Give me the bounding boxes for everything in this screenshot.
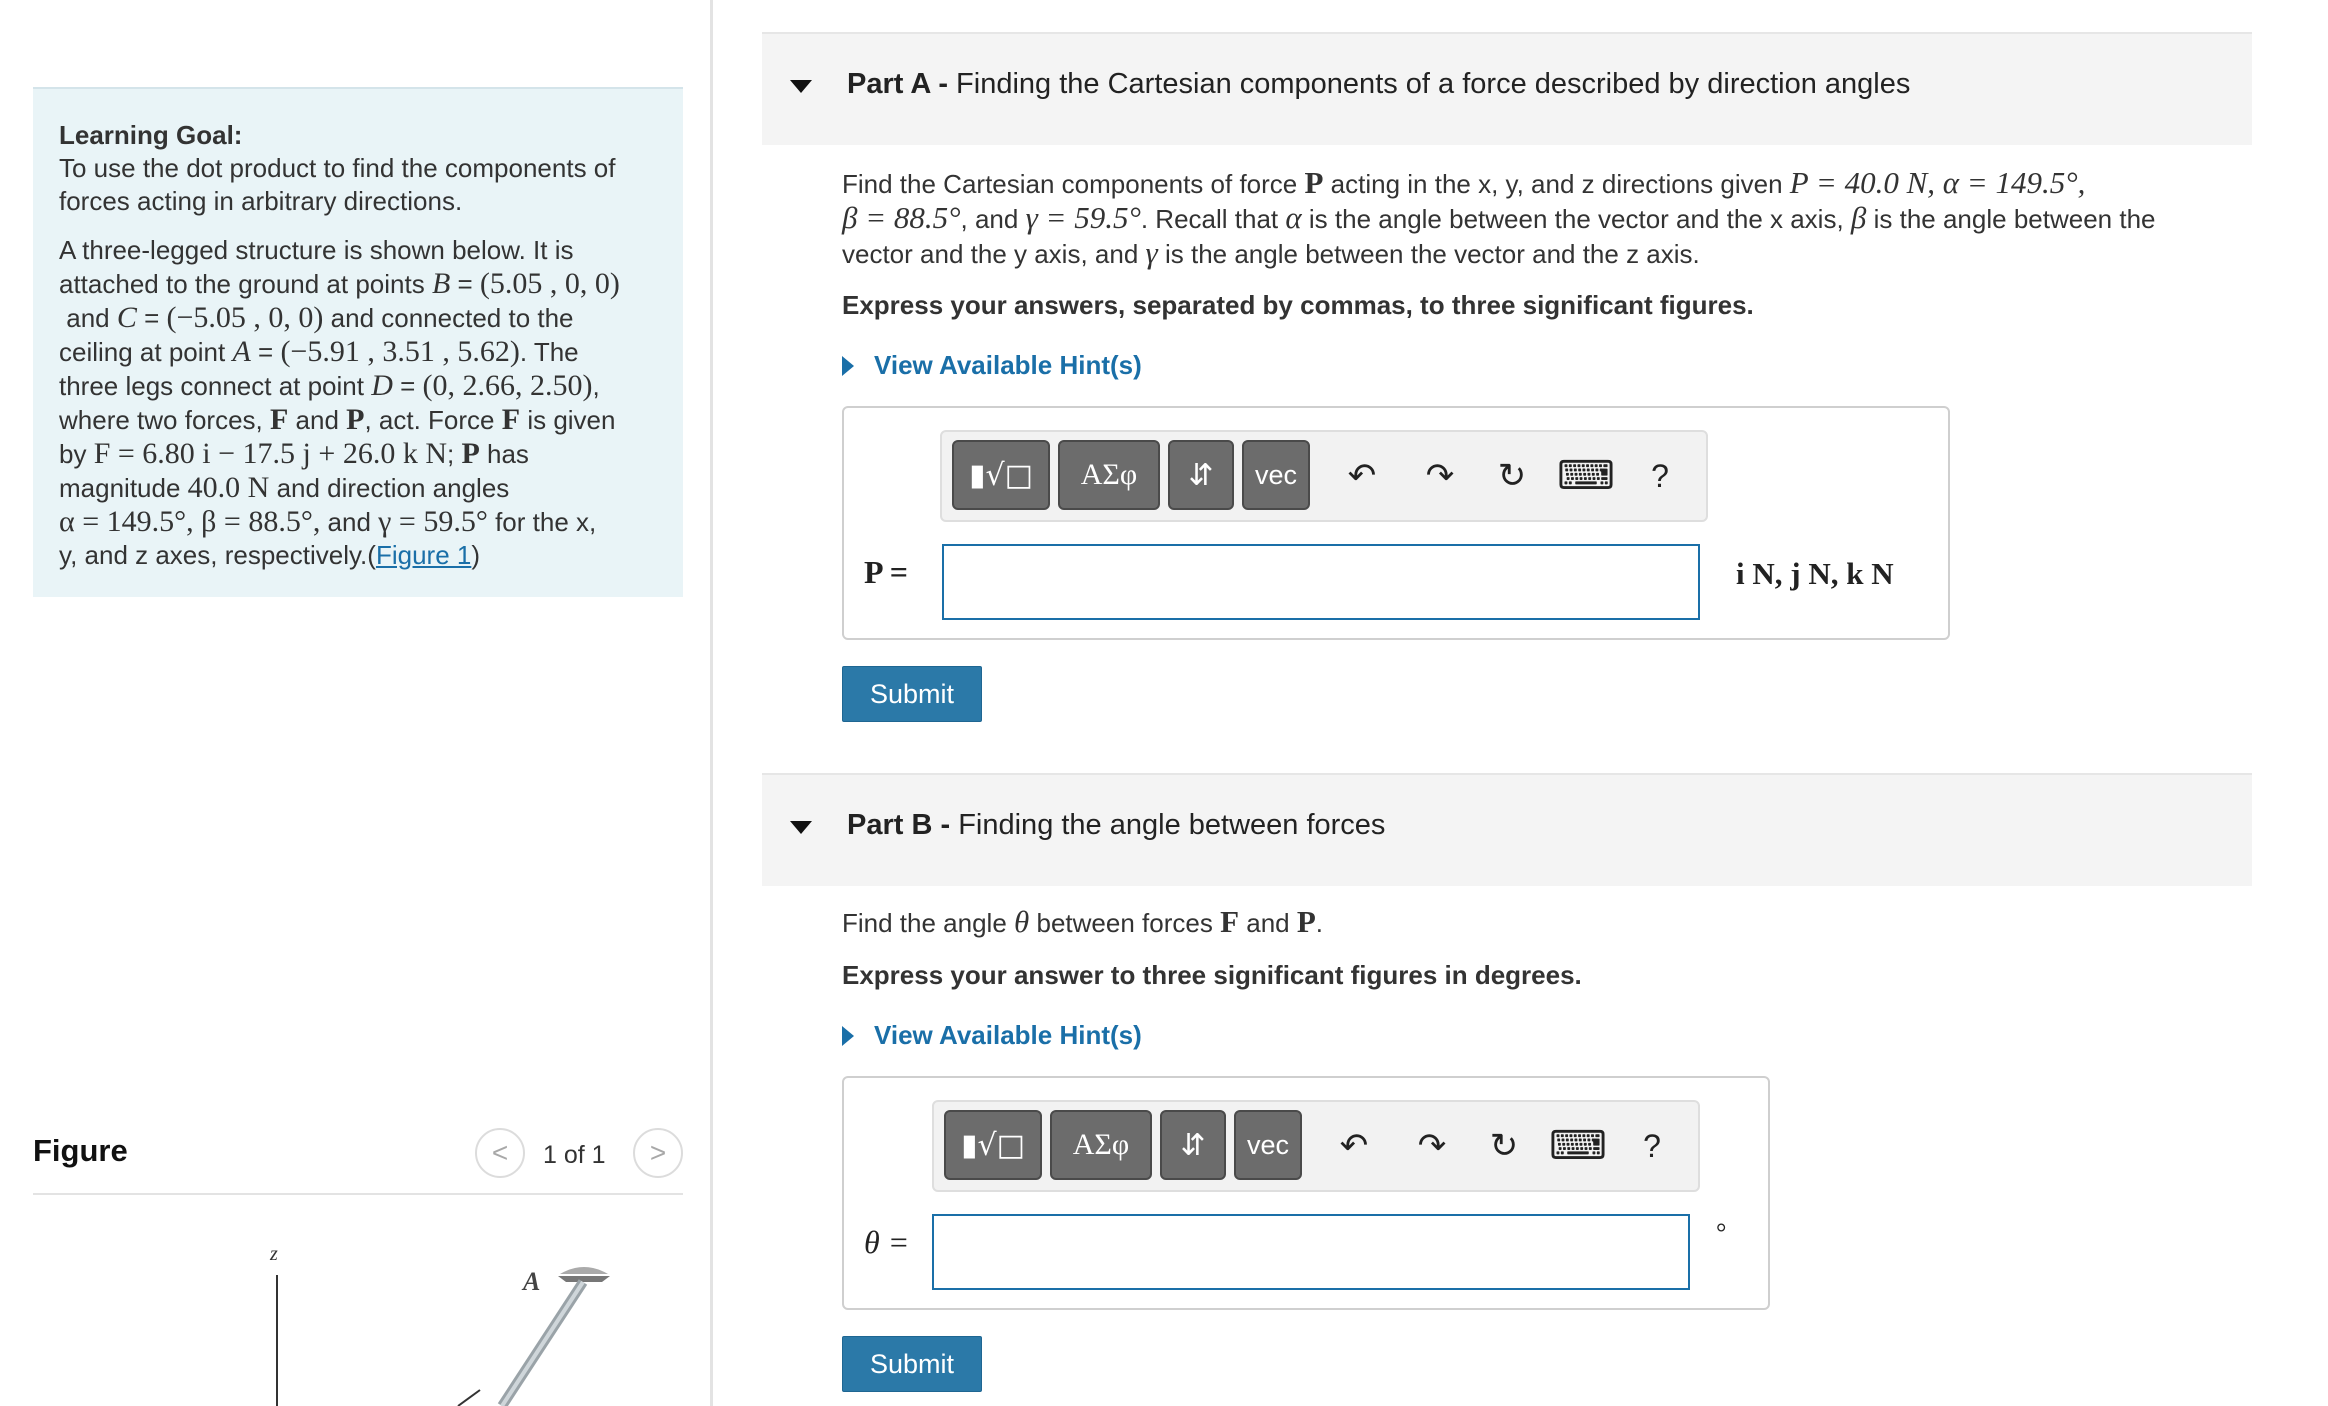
figure-counter: 1 of 1	[543, 1141, 606, 1169]
keyboard-icon[interactable]: ⌨	[1549, 1124, 1607, 1168]
chevron-left-icon: <	[491, 1137, 509, 1168]
part-a-instructions: Express your answers, separated by commas, to three significant figures.	[842, 290, 1754, 320]
part-b-units-degree: °	[1716, 1218, 1727, 1247]
part-a-units: i N, j N, k N	[1736, 556, 1894, 591]
learning-goal-title: Learning Goal:	[59, 120, 243, 150]
reset-icon[interactable]: ↻	[1497, 457, 1527, 495]
collapse-caret-icon[interactable]	[790, 80, 812, 93]
part-b-hint-link[interactable]: View Available Hint(s)	[842, 1020, 1142, 1051]
figure-title: Figure	[33, 1133, 128, 1168]
keyboard-icon[interactable]: ⌨	[1557, 454, 1615, 498]
templates-button[interactable]: ▮√□	[944, 1110, 1042, 1180]
next-figure-button[interactable]	[633, 1128, 683, 1178]
hint-arrow-icon	[842, 1026, 854, 1046]
vector-button[interactable]: vec	[1234, 1110, 1302, 1180]
part-a-hint-link[interactable]: View Available Hint(s)	[842, 350, 1142, 381]
collapse-caret-icon[interactable]	[790, 821, 812, 834]
reset-icon[interactable]: ↻	[1489, 1127, 1519, 1165]
help-icon[interactable]: ?	[1643, 1127, 1661, 1164]
part-b-title: Part B - Finding the angle between forces	[847, 809, 1386, 841]
part-b-input-label: θ =	[864, 1224, 910, 1260]
figure-header	[33, 1125, 683, 1195]
part-a-header[interactable]	[762, 32, 2252, 145]
part-a-answer-input[interactable]	[942, 544, 1700, 620]
part-b-answer-box	[842, 1076, 1770, 1310]
left-panel	[0, 0, 710, 1406]
redo-icon[interactable]: ↷	[1417, 1127, 1447, 1165]
help-icon[interactable]: ?	[1651, 457, 1669, 494]
structure-figure	[240, 1230, 660, 1406]
undo-icon[interactable]: ↶	[1339, 1127, 1369, 1165]
part-a-submit-button[interactable]: Submit	[842, 666, 982, 722]
part-a-math-toolbar	[940, 430, 1708, 522]
part-b-header[interactable]	[762, 773, 2252, 886]
learning-goal-body: A three-legged structure is shown below. It is attached to the ground at points B = (5.05 , 0, 0) and C = (−5.05 , 0, 0) and connected to the ceiling at point A = (−5.91 , 3.51 , 5.62). The three legs connect at point D = (0, 2.66, 2.50), where two forces, F and P, act. Force F is given by F = 6.80 i − 17.5 j + 26.0 k N; P has magnitude 40.0 N and direction angles α = 149.5°, β = 88.5°, and γ = 59.5° for the x, y, and z axes, respectively.(Figure 1)	[59, 235, 620, 570]
redo-icon[interactable]: ↷	[1425, 457, 1455, 495]
ceiling-mount-top	[560, 1267, 608, 1274]
z-axis-label: z	[270, 1243, 278, 1265]
ceiling-mount	[558, 1276, 610, 1282]
axis-line-2	[458, 1390, 480, 1406]
figure-1-link[interactable]: Figure 1	[375, 540, 472, 570]
greek-symbols-button[interactable]: ΑΣφ	[1058, 440, 1160, 510]
learning-goal-box	[33, 87, 683, 597]
part-b-instructions: Express your answer to three significant figures in degrees.	[842, 960, 1582, 990]
chevron-right-icon: >	[649, 1137, 667, 1168]
vector-button[interactable]: vec	[1242, 440, 1310, 510]
panel-divider	[710, 0, 713, 1406]
point-a-label: A	[523, 1267, 541, 1296]
hint-arrow-icon	[842, 356, 854, 376]
part-a-answer-box	[842, 406, 1950, 640]
arrows-button[interactable]: ⇵	[1168, 440, 1234, 510]
part-b-math-toolbar	[932, 1100, 1700, 1192]
part-a-question: Find the Cartesian components of force P acting in the x, y, and z directions given P = 40.0 N, α = 149.5°, β = 88.5°, and γ = 59.5°. Recall that α is the angle between the vector and the x axis, β is the angle between the vector and the y axis, and γ is the angle between the vector and the z axis.	[842, 165, 2156, 270]
part-a-title: Part A - Finding the Cartesian components of a force described by direction angles	[847, 68, 1911, 100]
arrows-button[interactable]: ⇵	[1160, 1110, 1226, 1180]
part-b-answer-input[interactable]	[932, 1214, 1690, 1290]
greek-symbols-button[interactable]: ΑΣφ	[1050, 1110, 1152, 1180]
prev-figure-button[interactable]	[475, 1128, 525, 1178]
learning-goal-intro: To use the dot product to find the components of forces acting in arbitrary directions.	[59, 153, 616, 216]
part-a-input-label: P =	[864, 554, 909, 590]
part-b-question: Find the angle θ between forces F and P.	[842, 904, 1324, 939]
templates-button[interactable]: ▮√□	[952, 440, 1050, 510]
part-b-submit-button[interactable]: Submit	[842, 1336, 982, 1392]
undo-icon[interactable]: ↶	[1347, 457, 1377, 495]
